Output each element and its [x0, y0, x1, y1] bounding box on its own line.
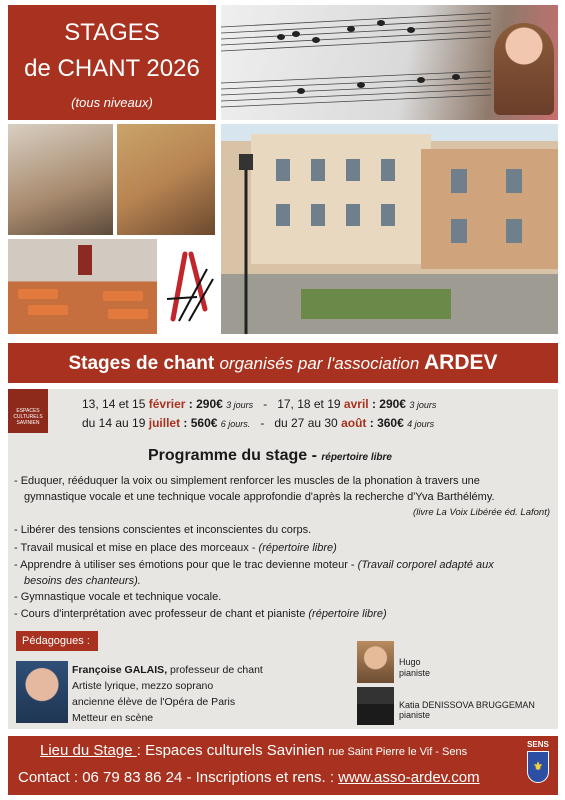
banner-ardev: ARDEV	[424, 351, 498, 374]
programme-item	[14, 473, 550, 521]
programme-item-text: - Eduquer, rééduquer la voix ou simplement renforcer les muscles de la phonation à travers une	[14, 475, 480, 487]
programme-item-italic: besoins des chanteurs).	[24, 575, 141, 587]
date-price: : 560€	[180, 416, 221, 430]
date-month: avril	[343, 397, 369, 411]
venue-address: rue Saint Pierre le Vif - Sens	[328, 746, 468, 758]
association-banner	[8, 343, 558, 383]
contact-text: Contact : 06 79 83 86 24 - Inscriptions et rens. :	[18, 769, 339, 786]
programme-item-italic: (répertoire libre)	[258, 542, 337, 554]
title-line-2: de CHANT 2026	[24, 55, 200, 82]
date-price: : 360€	[366, 416, 408, 430]
programme-item-note: (livre La Voix Libérée éd. Lafont)	[413, 507, 550, 518]
katia-name: Katia DENISSOVA BRUGGEMAN	[399, 700, 535, 710]
ardev-logo-graphic	[161, 239, 215, 334]
pedagogues-label: Pédagogues :	[16, 631, 98, 651]
date-duration: 3 jours	[226, 400, 254, 410]
teacher-role: professeur de chant	[167, 664, 263, 676]
teacher-detail: Artiste lyrique, mezzo soprano	[72, 680, 214, 692]
programme-item	[14, 589, 550, 605]
francoise-galais-portrait	[16, 661, 68, 723]
date-price: : 290€	[368, 397, 410, 411]
katia-portrait	[357, 687, 394, 725]
date-days: 17, 18 et 19	[277, 397, 344, 411]
venue-line	[40, 742, 467, 759]
date-days: du 14 au 19	[82, 416, 149, 430]
teacher-detail: ancienne élève de l'Opéra de Paris	[72, 696, 236, 708]
programme-item-text: gymnastique vocale et une technique vocale approfondie d'après la recherche d'Yva Barthélémy.	[24, 491, 495, 503]
date-days: du 27 au 30	[274, 416, 342, 430]
programme-item	[14, 522, 550, 538]
dates-row-2	[82, 416, 434, 430]
teacher-detail: Metteur en scène	[72, 712, 154, 724]
programme-title-text: Programme du stage -	[148, 447, 322, 464]
footer	[8, 736, 558, 795]
programme-item-italic: (répertoire libre)	[308, 608, 387, 620]
ardev-logo	[161, 239, 215, 334]
music-staff-graphic	[221, 5, 491, 120]
programme-item-text: - Apprendre à utiliser ses émotions pour que le trac devienne moteur -	[14, 559, 358, 571]
programme-item	[14, 606, 550, 622]
sheet-music-photo	[221, 5, 558, 120]
programme-item-text: - Travail musical et mise en place des morceaux -	[14, 542, 259, 554]
date-separator: -	[263, 397, 268, 411]
banner-part-1: Stages de chant	[68, 353, 220, 374]
sens-city-logo	[524, 740, 552, 790]
main-teacher-info	[72, 662, 263, 726]
hugo-portrait	[357, 641, 394, 683]
singer-photo	[494, 23, 554, 115]
venue-name: : Espaces culturels Savinien	[136, 742, 329, 759]
date-month: juillet	[148, 416, 181, 430]
hugo-info	[399, 657, 430, 679]
katia-role: pianiste	[399, 710, 431, 720]
student-singing-photo	[117, 124, 215, 235]
date-month: février	[148, 397, 186, 411]
programme-item	[14, 540, 550, 556]
katia-info	[399, 700, 535, 720]
date-duration: 3 jours	[409, 400, 437, 410]
teacher-name: Françoise GALAIS,	[72, 664, 168, 676]
hugo-name: Hugo	[399, 657, 421, 667]
venue-label: Lieu du Stage	[40, 742, 137, 759]
programme-item-italic: (Travail corporel adapté aux	[357, 559, 494, 571]
title-box	[8, 5, 216, 120]
title-line-1: STAGES	[64, 19, 160, 46]
dates-row-1	[82, 397, 436, 411]
fleur-de-lis-icon: ⚜	[527, 751, 549, 783]
building-graphic	[221, 124, 558, 334]
programme-title	[148, 447, 392, 465]
banner-part-2: organisés par l'association	[219, 354, 424, 373]
programme-item-text: - Gymnastique vocale et technique vocale.	[14, 591, 222, 603]
building-photo	[221, 124, 558, 334]
date-duration: 6 jours.	[220, 419, 251, 429]
sens-logo-text: SENS	[527, 740, 549, 749]
espaces-culturels-logo: ESPACES CULTURELS SAVINIEN	[8, 389, 48, 433]
date-duration: 4 jours	[407, 419, 435, 429]
studio-floor-graphic	[8, 239, 157, 334]
programme-item-text: - Libérer des tensions conscientes et inconscientes du corps.	[14, 524, 312, 536]
programme-subtitle: répertoire libre	[321, 452, 392, 463]
date-days: 13, 14 et 15	[82, 397, 149, 411]
programme-item-text: - Cours d'interprétation avec professeur de chant et pianiste	[14, 608, 309, 620]
date-price: : 290€	[185, 397, 227, 411]
date-separator: -	[260, 416, 265, 430]
contact-line	[18, 769, 480, 786]
body-work-photo	[8, 239, 157, 334]
teacher-photo	[8, 124, 113, 235]
programme-item	[14, 557, 550, 589]
website-link[interactable]: www.asso-ardev.com	[338, 769, 480, 786]
title-line-3: (tous niveaux)	[71, 95, 153, 110]
hugo-role: pianiste	[399, 668, 431, 678]
date-month: août	[341, 416, 367, 430]
